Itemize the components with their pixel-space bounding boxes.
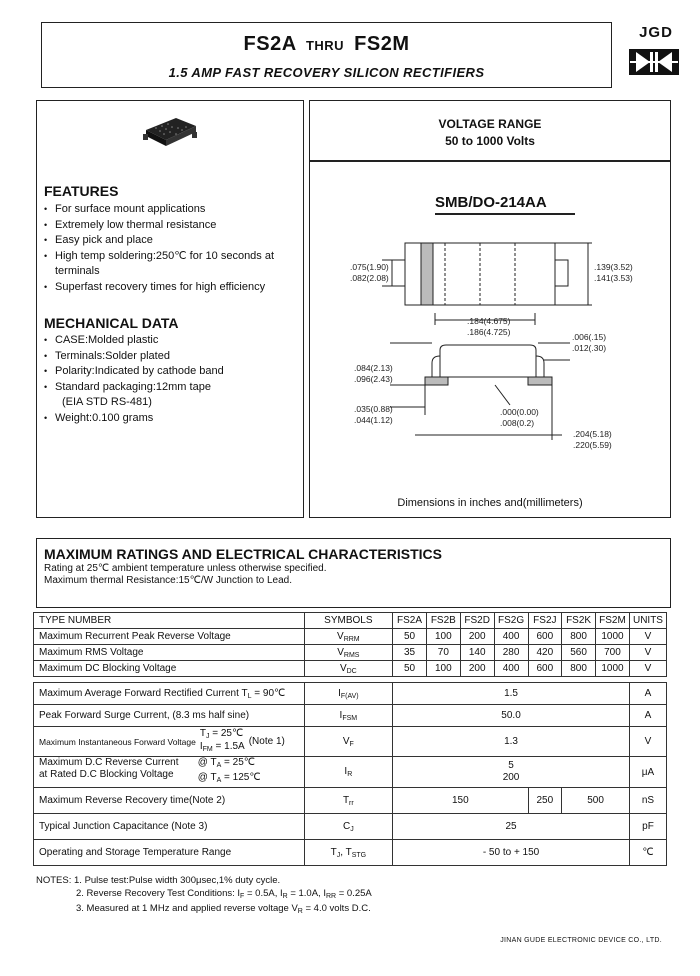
list-item: • Polarity:Indicated by cathode band [44,364,302,380]
value-cell: 100 [426,629,460,645]
header-part: FS2M [595,613,629,629]
table-row [34,757,667,788]
list-item: • Terminals:Solder plated [44,349,302,365]
voltage-range-value: 50 to 1000 Volts [445,134,535,148]
value-cell: 25 [393,814,630,840]
value-cell: 5 200 [393,757,630,788]
dim-label: .141(3.53) [594,273,633,283]
package-dimension-drawing [330,225,660,490]
header-part: FS2J [528,613,562,629]
symbol-cell: $I_R$ [304,757,393,788]
header-part: FS2A [393,613,427,629]
dim-label: .204(5.18) [573,429,612,439]
list-item: • High temp soldering:250℃ for 10 seconds at [44,249,302,265]
dimensions-note: Dimensions in inches and(millimeters) [397,497,583,509]
unit-cell: V [629,629,666,645]
value-cell: 400 [494,629,528,645]
voltage-range [309,116,671,150]
param-cell: Maximum RMS Voltage [34,645,305,661]
header-part: FS2D [460,613,494,629]
list-item: • Weight:0.100 grams [44,411,302,427]
table-row [34,629,667,645]
value-cell: 1000 [595,661,629,677]
ratings-title: MAXIMUM RATINGS AND ELECTRICAL CHARACTERISTICS [44,546,442,562]
header-part: FS2B [426,613,460,629]
part-from: FS2A [243,33,296,55]
param-cell: Maximum Instantaneous Forward Voltage $T_J$ = 25℃ $I_{FM} = 1.5A$ (Note 1) [34,727,305,757]
smb-package-icon [142,116,198,150]
value-cell: 200 [460,629,494,645]
list-item: (EIA STD RS-481) [62,396,152,408]
table-row [34,661,667,677]
list-item: • Easy pick and place [44,233,302,249]
param-cell: Maximum Reverse Recovery time(Note 2) [34,788,305,814]
header-box [41,22,612,88]
features-box [36,100,304,518]
value-cell: 1000 [595,629,629,645]
value-cell: 1.3 [393,727,630,757]
list-item: terminals [55,265,100,277]
jgd-logo-icon [628,48,680,76]
dim-label: .139(3.52) [594,262,633,272]
note-3: 3. Measured at 1 MHz and applied reverse voltage $V_R = 4.0$ volts D.C. [76,903,371,915]
ratings-table [33,612,667,866]
unit-cell: A [629,705,666,727]
dim-label: .096(2.43) [354,374,393,384]
voltage-range-title: VOLTAGE RANGE [438,117,542,131]
table-row [34,705,667,727]
unit-cell: pF [629,814,666,840]
mechanical-list [44,333,302,426]
param-cell: Maximum D.C Reverse Current at Rated D.C Blocking Voltage @ $T_A$ = 25℃ @ $T_A$ = 125℃ [34,757,305,788]
part-to: FS2M [354,33,410,55]
ratings-note: Maximum thermal Resistance:15℃/W Junction to Lead. [44,575,292,586]
value-cell: 800 [562,661,596,677]
param-cell: Peak Forward Surge Current, (8.3 ms half sine) [34,705,305,727]
dim-label: .186(4.725) [467,327,511,337]
dim-label: .000(0.00) [500,407,539,417]
table-row [34,727,667,757]
value-cell: 600 [528,661,562,677]
dim-label: .220(5.59) [573,440,612,450]
param-cell: Maximum DC Blocking Voltage [34,661,305,677]
list-item: • CASE:Molded plastic [44,333,302,349]
note-2: 2. Reverse Recovery Test Conditions: $I_F = 0.5A$, $I_R = 1.0A$, $I_{RR} = 0.25A$ [76,887,372,900]
list-item: • Extremely low thermal resistance [44,218,302,234]
value-cell: 70 [426,645,460,661]
value-cell: 600 [528,629,562,645]
ratings-note: Rating at 25℃ ambient temperature unless otherwise specified. [44,563,327,574]
notes [36,875,372,919]
table-row [34,683,667,705]
value-cell: 50 [393,661,427,677]
value-cell: 800 [562,629,596,645]
unit-cell: μA [629,757,666,788]
value-cell: 250 [528,788,562,814]
dim-label: .082(2.08) [350,273,389,283]
list-item: • Superfast recovery times for high efficiency [44,280,302,296]
unit-cell: V [629,727,666,757]
table-row [34,814,667,840]
value-cell: 50.0 [393,705,630,727]
value-cell: 1.5 [393,683,630,705]
symbol-cell: $V_{RRM}$ [304,629,393,645]
dim-label: .035(0.88) [354,404,393,414]
unit-cell: ℃ [629,840,666,866]
subtitle: 1.5 AMP FAST RECOVERY SILICON RECTIFIERS [168,65,485,80]
value-cell: 700 [595,645,629,661]
symbol-cell: $T_J$, $T_{STG}$ [304,840,393,866]
unit-cell: nS [629,788,666,814]
dim-label: .075(1.90) [350,262,389,272]
list-item: • For surface mount applications [44,202,302,218]
table-row [34,788,667,814]
dim-label: .084(2.13) [354,363,393,373]
unit-cell: A [629,683,666,705]
param-cell: Maximum Average Forward Rectified Current $T_L$ = 90℃ [34,683,305,705]
value-cell: 35 [393,645,427,661]
divider [309,160,671,162]
value-cell: 150 [393,788,528,814]
divider [435,213,575,215]
value-cell: 500 [562,788,630,814]
dim-label: .012(.30) [572,343,607,353]
table-header-row [34,613,667,629]
value-cell: 200 [460,661,494,677]
header-symbols: SYMBOLS [304,613,393,629]
value-cell: 280 [494,645,528,661]
dim-label: .006(.15) [572,332,607,342]
page-title [42,33,611,56]
value-cell: 100 [426,661,460,677]
symbol-cell: $C_J$ [304,814,393,840]
header-part: FS2K [562,613,596,629]
symbol-cell: $V_{DC}$ [304,661,393,677]
value-cell: 420 [528,645,562,661]
symbol-cell: $V_F$ [304,727,393,757]
logo-text: JGD [639,24,673,41]
symbol-cell: $I_{F(AV)}$ [304,683,393,705]
value-cell: 400 [494,661,528,677]
thru-word: THRU [305,38,345,53]
value-cell: 50 [393,629,427,645]
features-list [44,202,302,295]
param-cell: Maximum Recurrent Peak Reverse Voltage [34,629,305,645]
header-units: UNITS [629,613,666,629]
symbol-cell: $V_{RMS}$ [304,645,393,661]
features-title: FEATURES [44,183,119,199]
symbol-cell: $I_{FSM}$ [304,705,393,727]
table-row [34,840,667,866]
package-name: SMB/DO-214AA [435,194,547,211]
param-cell: Typical Junction Capacitance (Note 3) [34,814,305,840]
dim-label: .044(1.12) [354,415,393,425]
param-cell: Operating and Storage Temperature Range [34,840,305,866]
value-cell: 140 [460,645,494,661]
note-1: NOTES: 1. Pulse test:Pulse width 300μsec,1% duty cycle. [36,875,281,886]
dim-label: .184(4.675) [467,316,511,326]
unit-cell: V [629,645,666,661]
company-name: JINAN GUDE ELECTRONIC DEVICE CO., LTD. [500,937,662,944]
dim-label: .008(0.2) [500,418,535,428]
header-type: TYPE NUMBER [34,613,305,629]
value-cell: - 50 to + 150 [393,840,630,866]
mechanical-title: MECHANICAL DATA [44,315,179,331]
table-row [34,645,667,661]
list-item: • Standard packaging:12mm tape [44,380,302,396]
value-cell: 560 [562,645,596,661]
unit-cell: V [629,661,666,677]
symbol-cell: $T_{rr}$ [304,788,393,814]
header-part: FS2G [494,613,528,629]
